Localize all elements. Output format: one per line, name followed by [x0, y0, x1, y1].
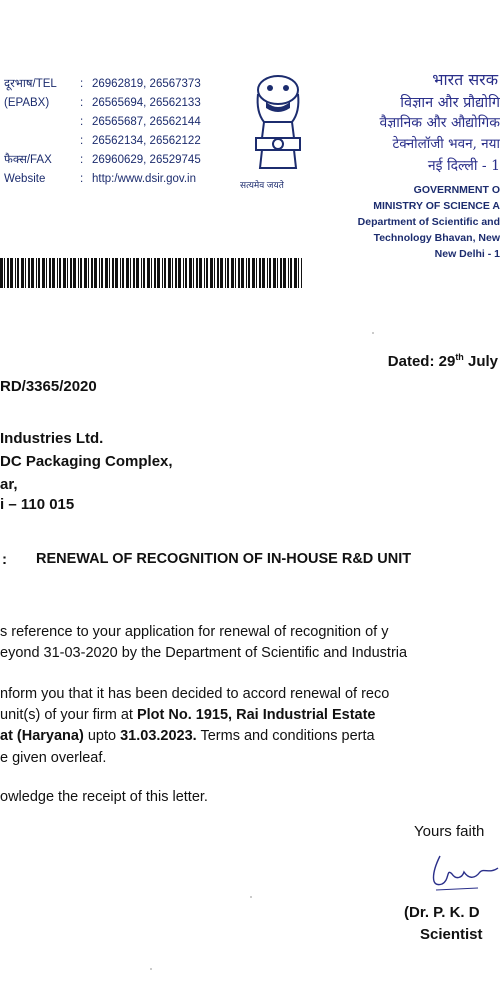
- english-header-line-2: MINISTRY OF SCIENCE A: [373, 200, 500, 212]
- dated-prefix: Dated: 29: [387, 353, 456, 370]
- barcode-bar: [42, 258, 45, 288]
- para3: owledge the receipt of this letter.: [0, 789, 208, 805]
- hindi-header-line-3: वैज्ञानिक और औद्योगिक: [379, 115, 500, 131]
- state-name: at (Haryana): [0, 728, 84, 744]
- barcode-bar: [178, 258, 181, 288]
- barcode-bar: [217, 258, 219, 288]
- barcode-bar: [162, 258, 163, 288]
- barcode-bar: [157, 258, 160, 288]
- barcode-bar: [290, 258, 292, 288]
- english-header-line-5: New Delhi - 1: [434, 248, 500, 260]
- barcode-bar: [25, 258, 26, 288]
- barcode-bar: [206, 258, 208, 288]
- contact-separator: :: [80, 154, 84, 166]
- contact-value: 26960629, 26529745: [92, 154, 201, 166]
- contact-label: (EPABX): [4, 97, 50, 109]
- barcode-bar: [154, 258, 156, 288]
- barcode-bar: [204, 258, 205, 288]
- barcode-bar: [175, 258, 177, 288]
- barcode-bar: [21, 258, 24, 288]
- barcode-bar: [301, 258, 302, 288]
- barcode-bar: [238, 258, 240, 288]
- english-header-line-4: Technology Bhavan, New: [373, 232, 500, 244]
- dated-line: [388, 352, 498, 370]
- contact-separator: :: [80, 78, 84, 90]
- barcode-bar: [246, 258, 247, 288]
- barcode-bar: [17, 258, 19, 288]
- barcode-bar: [122, 258, 124, 288]
- barcode-bar: [280, 258, 282, 288]
- barcode-bar: [172, 258, 173, 288]
- barcode-bar: [133, 258, 135, 288]
- barcode-bar: [252, 258, 255, 288]
- barcode-bar: [288, 258, 289, 288]
- barcode-bar: [67, 258, 68, 288]
- address-line-3: ar,: [0, 476, 18, 493]
- barcode-bar: [225, 258, 226, 288]
- barcode-bar: [277, 258, 278, 288]
- barcode-bar: [101, 258, 103, 288]
- contact-value: 26962819, 26567373: [92, 78, 201, 90]
- hindi-header-line-5: नई दिल्ली - 1: [427, 158, 500, 174]
- barcode-bar: [210, 258, 213, 288]
- barcode-bar: [256, 258, 257, 288]
- barcode-icon: [0, 258, 302, 288]
- scan-dot: [372, 332, 374, 334]
- para1-line-1: s reference to your application for renewal of recognition of y: [0, 624, 389, 640]
- barcode-bar: [168, 258, 171, 288]
- dated-sup: th: [455, 352, 464, 362]
- hindi-header-line-2: विज्ञान और प्रौद्योगि: [400, 95, 500, 111]
- para1-line-2: eyond 31-03-2020 by the Department of Scientific and Industria: [0, 645, 408, 661]
- barcode-bar: [84, 258, 87, 288]
- scan-dot: [150, 968, 152, 970]
- barcode-bar: [259, 258, 261, 288]
- barcode-bar: [59, 258, 61, 288]
- barcode-bar: [298, 258, 299, 288]
- website-value[interactable]: http:/www.dsir.gov.in: [92, 173, 196, 185]
- barcode-bar: [28, 258, 30, 288]
- barcode-bar: [36, 258, 37, 288]
- contact-separator: :: [80, 116, 84, 128]
- barcode-bar: [231, 258, 234, 288]
- reference-number: RD/3365/2020: [0, 378, 97, 395]
- barcode-bar: [220, 258, 223, 288]
- contact-value: 26565687, 26562144: [92, 116, 201, 128]
- barcode-bar: [78, 258, 79, 288]
- barcode-bar: [185, 258, 187, 288]
- barcode-bar: [143, 258, 145, 288]
- contact-separator: :: [80, 135, 84, 147]
- barcode-bar: [273, 258, 276, 288]
- para2-line-2: [0, 707, 376, 723]
- emblem-motto: सत्यमेव जयते: [240, 180, 284, 190]
- barcode-bar: [189, 258, 192, 288]
- subject-colon: :: [2, 551, 7, 568]
- barcode-bar: [269, 258, 271, 288]
- upto-text: upto: [83, 728, 121, 744]
- barcode-bar: [88, 258, 89, 288]
- address-line-2: DC Packaging Complex,: [0, 453, 173, 470]
- contact-separator: :: [80, 97, 84, 109]
- address-line-1: Industries Ltd.: [0, 430, 104, 447]
- barcode-bar: [283, 258, 286, 288]
- barcode-bar: [80, 258, 82, 288]
- national-emblem-icon: [246, 68, 310, 178]
- closing-text: Yours faith: [414, 823, 485, 840]
- barcode-bar: [294, 258, 297, 288]
- barcode-bar: [91, 258, 93, 288]
- signer-name: (Dr. P. K. D: [404, 904, 480, 921]
- barcode-bar: [15, 258, 16, 288]
- contact-label: दूरभाष/TEL: [4, 78, 57, 90]
- contact-label: फैक्स/FAX: [4, 154, 52, 166]
- hindi-header-line-4: टेक्नोलॉजी भवन, नया: [392, 136, 500, 152]
- english-header-line-1: GOVERNMENT O: [413, 184, 500, 196]
- para2-line-1: nform you that it has been decided to accord renewal of reco: [0, 686, 390, 702]
- barcode-bar: [262, 258, 265, 288]
- barcode-bar: [52, 258, 55, 288]
- barcode-bar: [248, 258, 250, 288]
- barcode-bar: [115, 258, 118, 288]
- signer-designation: Scientist: [420, 926, 483, 943]
- barcode-bar: [227, 258, 229, 288]
- para2-line-3: [0, 728, 375, 744]
- barcode-bar: [147, 258, 150, 288]
- barcode-bar: [196, 258, 198, 288]
- barcode-bar: [112, 258, 114, 288]
- barcode-bar: [136, 258, 139, 288]
- barcode-bar: [46, 258, 47, 288]
- barcode-bar: [0, 258, 3, 288]
- barcode-bar: [105, 258, 108, 288]
- para2-line-4: e given overleaf.: [0, 750, 107, 766]
- barcode-bar: [141, 258, 142, 288]
- barcode-bar: [199, 258, 202, 288]
- barcode-bar: [109, 258, 110, 288]
- scan-dot: [250, 896, 252, 898]
- barcode-bar: [126, 258, 129, 288]
- barcode-bar: [151, 258, 152, 288]
- barcode-bar: [73, 258, 76, 288]
- barcode-bar: [10, 258, 13, 288]
- barcode-bar: [31, 258, 34, 288]
- barcode-bar: [99, 258, 100, 288]
- barcode-bar: [164, 258, 166, 288]
- barcode-bar: [235, 258, 236, 288]
- terms-text: Terms and conditions perta: [196, 728, 375, 744]
- contact-label: Website: [4, 173, 46, 185]
- barcode-bar: [70, 258, 72, 288]
- barcode-bar: [130, 258, 131, 288]
- barcode-bar: [57, 258, 58, 288]
- barcode-bar: [120, 258, 121, 288]
- barcode-bar: [214, 258, 215, 288]
- dated-month: July: [463, 353, 498, 370]
- signature-icon: [418, 854, 500, 894]
- address-line-4: i – 110 015: [0, 496, 75, 513]
- para2-line-2-text: unit(s) of your firm at: [0, 707, 137, 723]
- barcode-bar: [241, 258, 244, 288]
- validity-date: 31.03.2023.: [120, 728, 197, 744]
- contact-separator: :: [80, 173, 84, 185]
- barcode-bar: [267, 258, 268, 288]
- barcode-bar: [183, 258, 184, 288]
- subject-text: RENEWAL OF RECOGNITION OF IN-HOUSE R&D UNIT: [36, 551, 412, 567]
- barcode-bar: [63, 258, 66, 288]
- contact-value: 26562134, 26562122: [92, 135, 201, 147]
- hindi-header-line-1: भारत सरक: [432, 70, 498, 89]
- barcode-bar: [94, 258, 97, 288]
- plot-address: Plot No. 1915, Rai Industrial Estate: [136, 707, 376, 723]
- barcode-bar: [7, 258, 9, 288]
- barcode-bar: [4, 258, 5, 288]
- barcode-bar: [193, 258, 194, 288]
- contact-value: 26565694, 26562133: [92, 97, 201, 109]
- barcode-bar: [49, 258, 51, 288]
- english-header-line-3: Department of Scientific and: [357, 216, 500, 228]
- barcode-bar: [38, 258, 40, 288]
